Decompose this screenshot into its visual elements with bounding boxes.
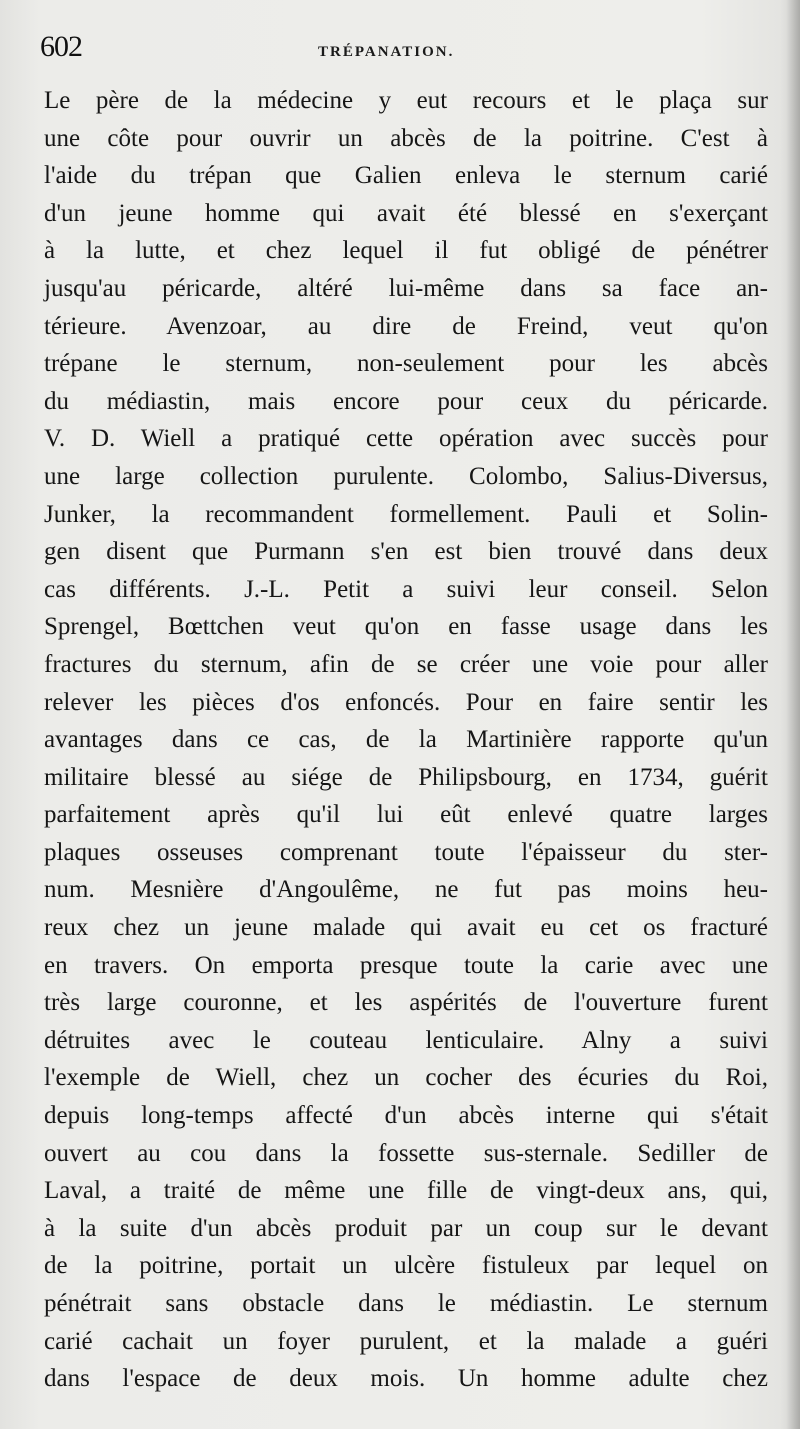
text-line: détruites avec le couteau lenticulaire. Alny a suivi bbox=[44, 1026, 768, 1054]
text-line: Sprengel, Bœttchen veut qu'on en fasse usage dans les bbox=[44, 613, 768, 641]
text-line: jusqu'au péricarde, altéré lui-même dans sa face an- bbox=[44, 274, 768, 302]
page-number: 602 bbox=[40, 30, 82, 63]
text-line: très large couronne, et les aspérités de l'ouverture furent bbox=[44, 989, 768, 1017]
text-line: num. Mesnière d'Angoulême, ne fut pas moins heu- bbox=[44, 876, 768, 904]
text-line: trépane le sternum, non-seulement pour les abcès bbox=[44, 350, 768, 378]
text-line: du médiastin, mais encore pour ceux du péricarde. bbox=[44, 387, 768, 415]
text-line: militaire blessé au siége de Philipsbourg, en 1734, guérit bbox=[44, 763, 768, 791]
text-line: à la lutte, et chez lequel il fut obligé de pénétrer bbox=[44, 237, 768, 265]
text-line: d'un jeune homme qui avait été blessé en s'exerçant bbox=[44, 199, 768, 227]
text-line: parfaitement après qu'il lui eût enlevé quatre larges bbox=[44, 801, 768, 829]
text-line: en travers. On emporta presque toute la carie avec une bbox=[44, 951, 768, 979]
text-line: V. D. Wiell a pratiqué cette opération avec succès pour bbox=[44, 425, 768, 453]
text-line: fractures du sternum, afin de se créer une voie pour aller bbox=[44, 650, 768, 678]
text-line: de la poitrine, portait un ulcère fistuleux par lequel on bbox=[44, 1252, 768, 1280]
text-line: pénétrait sans obstacle dans le médiastin. Le sternum bbox=[44, 1290, 768, 1317]
text-line: gen disent que Purmann s'en est bien trouvé dans deux bbox=[44, 538, 768, 566]
running-title: TRÉPANATION. bbox=[318, 44, 455, 60]
text-line: Junker, la recommandent formellement. Pauli et Solin- bbox=[44, 500, 768, 528]
text-line: Le père de la médecine y eut recours et le plaça sur bbox=[44, 87, 768, 114]
body-text bbox=[44, 82, 768, 1398]
page-header bbox=[36, 30, 766, 70]
text-line: à la suite d'un abcès produit par un coup sur le devant bbox=[44, 1214, 768, 1242]
text-line: depuis long-temps affecté d'un abcès interne qui s'était bbox=[44, 1102, 768, 1130]
text-line: carié cachait un foyer purulent, et la malade a guéri bbox=[44, 1327, 768, 1355]
text-line: ouvert au cou dans la fossette sus-sternale. Sediller de bbox=[44, 1139, 768, 1167]
text-line: relever les pièces d'os enfoncés. Pour en faire sentir les bbox=[44, 688, 768, 716]
text-line: Laval, a traité de même une fille de vingt-deux ans, qui, bbox=[44, 1177, 768, 1205]
text-line: avantages dans ce cas, de la Martinière rapporte qu'un bbox=[44, 726, 768, 754]
text-line: térieure. Avenzoar, au dire de Freind, veut qu'on bbox=[44, 312, 768, 340]
text-line: plaques osseuses comprenant toute l'épaisseur du ster- bbox=[44, 838, 768, 866]
text-line: reux chez un jeune malade qui avait eu cet os fracturé bbox=[44, 914, 768, 942]
text-line: cas différents. J.-L. Petit a suivi leur conseil. Selon bbox=[44, 575, 768, 603]
text-line: l'aide du trépan que Galien enleva le sternum carié bbox=[44, 162, 768, 190]
text-line: dans l'espace de deux mois. Un homme adulte chez bbox=[44, 1365, 768, 1393]
text-line: une côte pour ouvrir un abcès de la poitrine. C'est à bbox=[44, 124, 768, 152]
page-edge-shadow bbox=[786, 0, 800, 1429]
text-line: une large collection purulente. Colombo, Salius-Diversus, bbox=[44, 462, 768, 490]
text-line: l'exemple de Wiell, chez un cocher des écuries du Roi, bbox=[44, 1064, 768, 1092]
